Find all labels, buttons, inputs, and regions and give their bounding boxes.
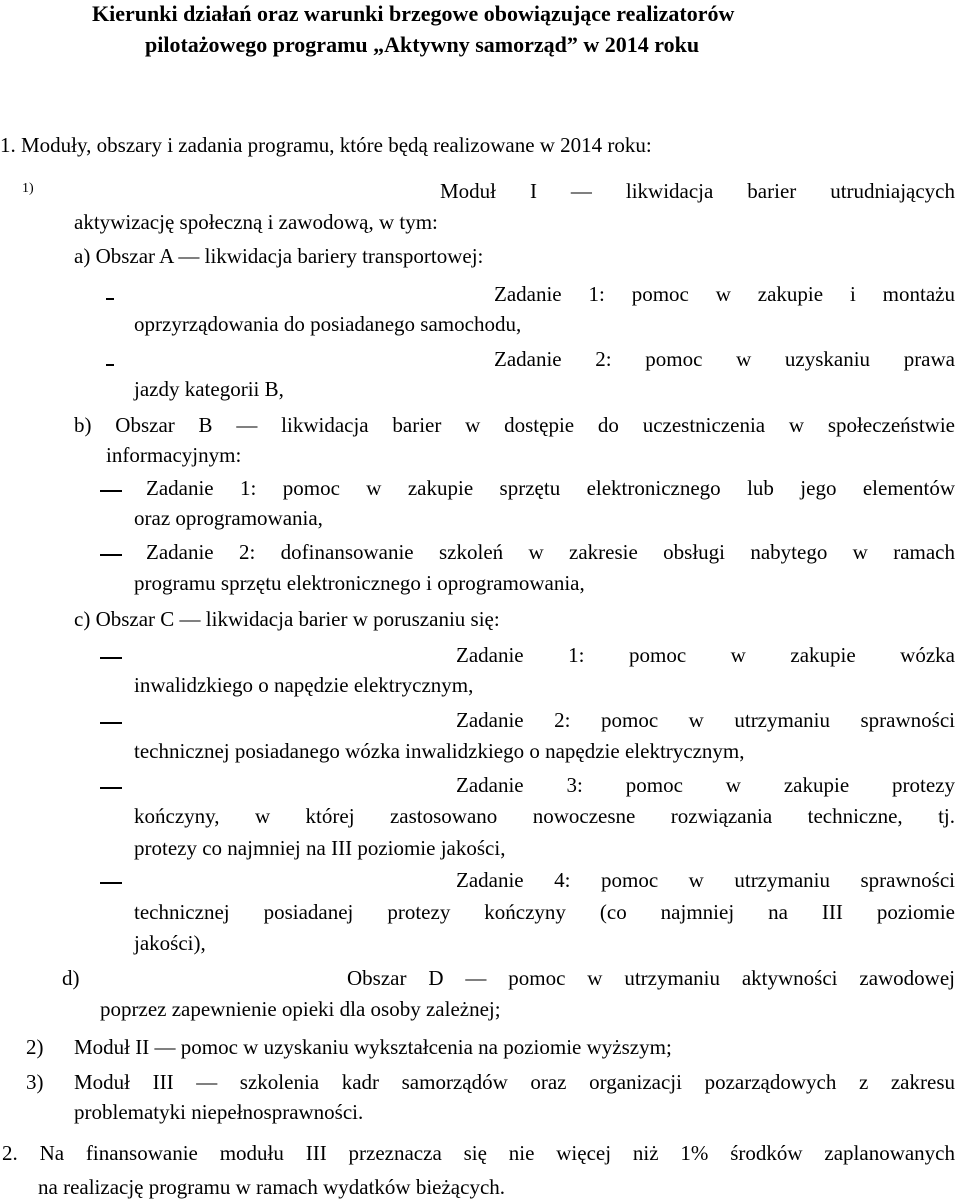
area-d-label: d) (62, 966, 80, 990)
module2-number: 2) (26, 1035, 44, 1059)
area-a-heading: a) Obszar A — likwidacja bariery transportowej: (74, 244, 484, 268)
area-b-task1-line1: Zadanie 1: pomoc w zakupie sprzętu elektronicznego lub jego elementów (146, 476, 955, 500)
area-a-task2-line1: Zadanie 2: pomoc w uzyskaniu prawa (494, 347, 955, 371)
dash-bullet (100, 490, 122, 492)
section2-line2: na realizację programu w ramach wydatków bieżących. (38, 1175, 506, 1199)
document-title-line1: Kierunki działań oraz warunki brzegowe obowiązujące realizatorów (92, 1, 735, 26)
area-c-task2-line2: technicznej posiadanego wózka inwalidzkiego o napędzie elektrycznym, (134, 739, 745, 763)
area-c-task3-line3: protezy co najmniej na III poziomie jakości, (134, 836, 506, 860)
area-a-task2-line2: jazdy kategorii B, (134, 377, 284, 401)
document-title-line2: pilotażowego programu „Aktywny samorząd” w 2014 roku (145, 32, 700, 57)
module1-number: 1) (22, 181, 34, 196)
area-c-task1-line2: inwalidzkiego o napędzie elektrycznym, (134, 673, 474, 697)
dash-bullet (100, 554, 122, 556)
module1-line1: Moduł I — likwidacja barier utrudniających (440, 179, 955, 203)
area-a-task1-line2: oprzyrządowania do posiadanego samochodu, (134, 312, 522, 336)
dash-bullet (106, 298, 114, 300)
dash-bullet (100, 787, 122, 789)
area-b-task1-line2: oraz oprogramowania, (134, 506, 323, 530)
dash-bullet (106, 364, 114, 366)
area-b-task2-line1: Zadanie 2: dofinansowanie szkoleń w zakresie obsługi nabytego w ramach (146, 540, 955, 564)
module1-line2: aktywizację społeczną i zawodową, w tym: (74, 210, 438, 234)
section2-line1: 2. Na finansowanie modułu III przeznacza się nie więcej niż 1% środków zaplanowanych (2, 1141, 955, 1165)
dash-bullet (100, 722, 122, 724)
area-d-line1: Obszar D — pomoc w utrzymaniu aktywności zawodowej (347, 966, 955, 990)
module3-number: 3) (26, 1070, 44, 1094)
area-c-heading: c) Obszar C — likwidacja barier w poruszaniu się: (74, 607, 500, 631)
module2-text: Moduł II — pomoc w uzyskaniu wykształcenia na poziomie wyższym; (74, 1035, 672, 1059)
area-c-task4-line3: jakości), (134, 931, 206, 955)
dash-bullet (100, 657, 122, 659)
area-c-task4-line1: Zadanie 4: pomoc w utrzymaniu sprawności (456, 868, 955, 892)
dash-bullet (100, 882, 122, 884)
area-d-line2: poprzez zapewnienie opieki dla osoby zależnej; (100, 997, 501, 1021)
area-b-task2-line2: programu sprzętu elektronicznego i oprogramowania, (134, 571, 585, 595)
module3-line1: Moduł III — szkolenia kadr samorządów oraz organizacji pozarządowych z zakresu (74, 1070, 955, 1094)
area-c-task3-line2: kończyny, w której zastosowano nowoczesne rozwiązania techniczne, tj. (134, 804, 955, 828)
area-b-line2: informacyjnym: (106, 443, 242, 467)
module3-line2: problematyki niepełnosprawności. (74, 1100, 364, 1124)
section1-heading: 1. Moduły, obszary i zadania programu, które będą realizowane w 2014 roku: (0, 133, 652, 157)
area-c-task1-line1: Zadanie 1: pomoc w zakupie wózka (456, 643, 955, 667)
area-c-task3-line1: Zadanie 3: pomoc w zakupie protezy (456, 773, 955, 797)
area-a-task1-line1: Zadanie 1: pomoc w zakupie i montażu (494, 282, 955, 306)
area-b-line1: b) Obszar B — likwidacja barier w dostępie do uczestniczenia w społeczeństwie (74, 413, 955, 437)
area-c-task4-line2: technicznej posiadanej protezy kończyny (co najmniej na III poziomie (134, 900, 955, 924)
area-c-task2-line1: Zadanie 2: pomoc w utrzymaniu sprawności (456, 708, 955, 732)
